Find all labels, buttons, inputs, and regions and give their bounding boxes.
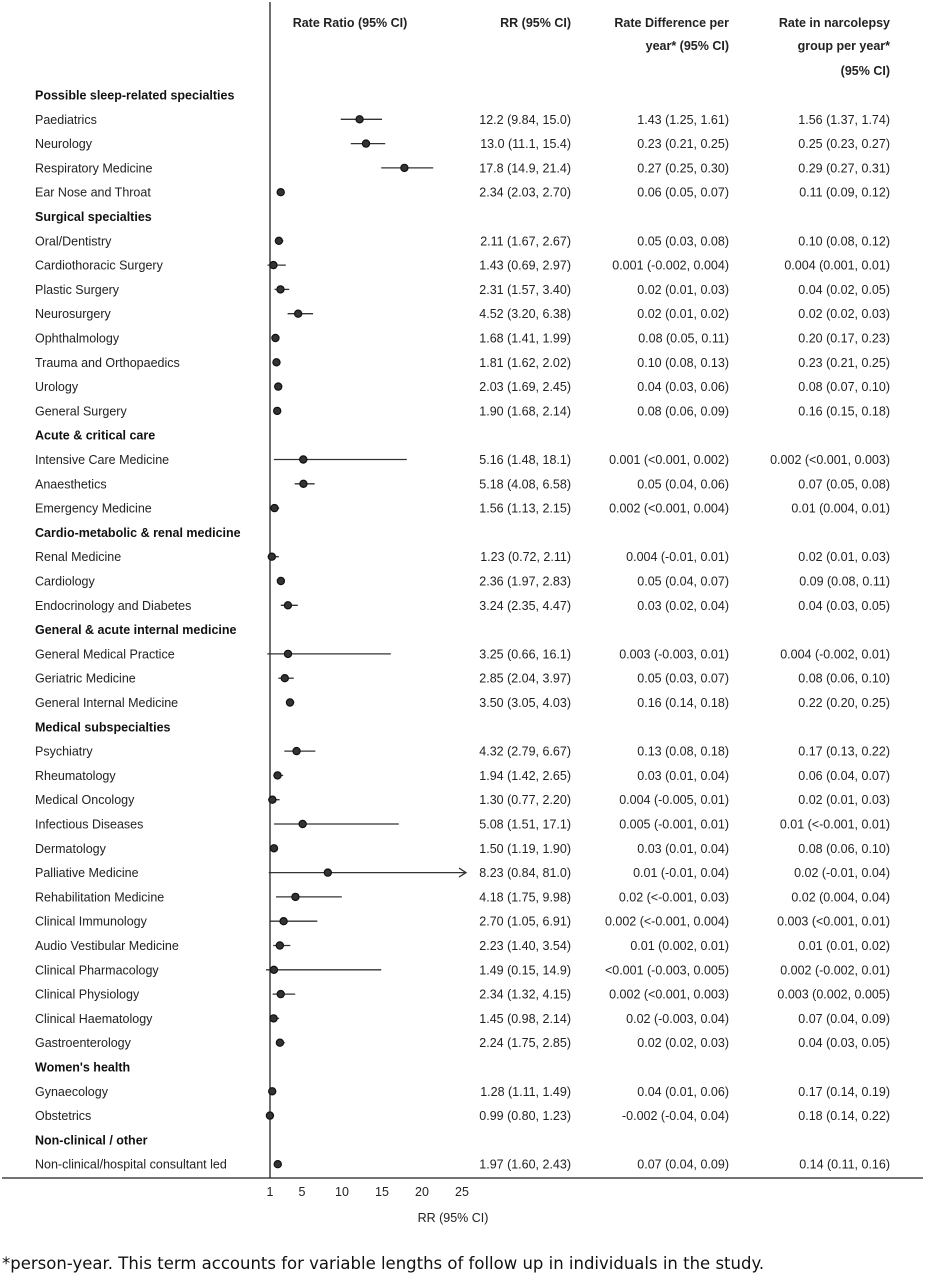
rate-value: 0.003 (<0.001, 0.01) xyxy=(777,914,890,929)
point-estimate xyxy=(299,820,306,827)
rate-value: 0.004 (-0.002, 0.01) xyxy=(780,647,890,662)
point-estimate xyxy=(281,675,288,682)
point-estimate xyxy=(274,772,281,779)
rate-difference-value: 0.13 (0.08, 0.18) xyxy=(637,744,729,759)
rate-header-line1: Rate in narcolepsy xyxy=(778,16,890,30)
row-label: Neurosurgery xyxy=(35,307,111,322)
rate-difference-value: 0.005 (-0.001, 0.01) xyxy=(619,817,729,832)
row-label: Gynaecology xyxy=(35,1084,108,1099)
rate-difference-value: 0.27 (0.25, 0.30) xyxy=(637,161,729,176)
rd-header-line2: year* (95% CI) xyxy=(645,39,729,53)
rate-value: 0.04 (0.02, 0.05) xyxy=(798,282,890,297)
rr-value: 1.81 (1.62, 2.02) xyxy=(479,355,571,370)
point-estimate xyxy=(274,1161,281,1168)
point-estimate xyxy=(300,456,307,463)
row-label: Dermatology xyxy=(35,841,106,856)
row-label: Clinical Immunology xyxy=(35,914,147,929)
rate-difference-value: 0.05 (0.04, 0.07) xyxy=(637,574,729,589)
rate-header-line2: group per year* xyxy=(797,39,890,53)
rate-difference-value: 0.02 (0.01, 0.02) xyxy=(637,307,729,322)
group-header: Acute & critical care xyxy=(35,428,156,443)
row-label: Ear Nose and Throat xyxy=(35,185,151,200)
x-tick-label: 10 xyxy=(335,1185,349,1199)
rr-value: 1.49 (0.15, 14.9) xyxy=(479,963,571,978)
rr-value: 1.28 (1.11, 1.49) xyxy=(480,1084,571,1099)
point-estimate xyxy=(275,383,282,390)
group-header: Medical subspecialties xyxy=(35,720,171,735)
group-header: Possible sleep-related specialties xyxy=(35,88,235,103)
point-estimate xyxy=(277,189,284,196)
point-estimate xyxy=(268,553,275,560)
rr-value: 3.50 (3.05, 4.03) xyxy=(479,696,571,710)
x-tick-label: 20 xyxy=(415,1185,429,1199)
row-label: Clinical Pharmacology xyxy=(35,963,159,978)
rate-value: 0.09 (0.08, 0.11) xyxy=(799,574,890,589)
group-header: Surgical specialties xyxy=(35,210,152,224)
rate-value: 0.16 (0.15, 0.18) xyxy=(798,404,890,419)
row-label: Trauma and Orthopaedics xyxy=(35,355,180,370)
rr-value: 1.43 (0.69, 2.97) xyxy=(479,258,571,273)
rr-value: 0.99 (0.80, 1.23) xyxy=(479,1109,571,1124)
row-label: Neurology xyxy=(35,137,92,152)
point-estimate xyxy=(276,942,283,949)
rr-value: 4.18 (1.75, 9.98) xyxy=(479,890,571,905)
rr-value: 12.2 (9.84, 15.0) xyxy=(479,112,571,127)
rate-value: 0.25 (0.23, 0.27) xyxy=(798,137,890,152)
rr-value: 3.24 (2.35, 4.47) xyxy=(479,598,571,613)
rate-value: 0.003 (0.002, 0.005) xyxy=(777,987,890,1002)
rate-difference-value: -0.002 (-0.04, 0.04) xyxy=(621,1109,729,1124)
rate-header-line3: (95% CI) xyxy=(840,64,890,78)
rr-value: 2.85 (2.04, 3.97) xyxy=(479,671,571,686)
rate-difference-value: 0.01 (-0.01, 0.04) xyxy=(633,866,729,881)
rate-value: 0.22 (0.20, 0.25) xyxy=(798,696,890,710)
rd-header-line1: Rate Difference per xyxy=(614,16,729,30)
point-estimate xyxy=(293,748,300,755)
row-label: Oral/Dentistry xyxy=(35,234,112,249)
rate-value: 0.002 (<0.001, 0.003) xyxy=(770,453,890,467)
rr-value: 2.36 (1.97, 2.83) xyxy=(479,574,571,589)
point-estimate xyxy=(324,869,331,876)
rr-value: 5.18 (4.08, 6.58) xyxy=(479,477,571,492)
rate-difference-value: 0.05 (0.04, 0.06) xyxy=(637,477,729,492)
point-estimate xyxy=(273,359,280,366)
point-estimate xyxy=(275,237,282,244)
forest-rows xyxy=(35,89,890,1172)
point-estimate xyxy=(274,407,281,414)
row-label: Psychiatry xyxy=(35,744,93,759)
rate-difference-value: 0.04 (0.01, 0.06) xyxy=(637,1084,729,1099)
rate-value: 0.004 (0.001, 0.01) xyxy=(784,258,890,273)
rate-value: 0.04 (0.03, 0.05) xyxy=(798,1036,890,1051)
rate-difference-value: 0.08 (0.06, 0.09) xyxy=(637,404,729,419)
rate-value: 0.10 (0.08, 0.12) xyxy=(798,234,890,249)
rate-value: 0.02 (0.01, 0.03) xyxy=(798,550,890,565)
rr-value: 13.0 (11.1, 15.4) xyxy=(480,137,571,152)
rr-value: 2.34 (2.03, 2.70) xyxy=(479,185,571,200)
point-estimate xyxy=(277,577,284,584)
point-estimate xyxy=(270,966,277,973)
rr-value: 2.31 (1.57, 3.40) xyxy=(479,282,571,297)
rate-value: 0.18 (0.14, 0.22) xyxy=(798,1109,890,1124)
rr-value: 1.50 (1.19, 1.90) xyxy=(479,841,571,856)
rr-value: 17.8 (14.9, 21.4) xyxy=(479,161,571,176)
row-label: Ophthalmology xyxy=(35,331,120,346)
row-label: Rehabilitation Medicine xyxy=(35,890,165,905)
rate-value: 0.29 (0.27, 0.31) xyxy=(798,161,890,176)
rate-value: 0.08 (0.07, 0.10) xyxy=(798,380,890,395)
rate-difference-value: 0.001 (-0.002, 0.004) xyxy=(612,258,729,273)
rate-value: 0.11 (0.09, 0.12) xyxy=(799,185,890,200)
row-label: Emergency Medicine xyxy=(35,501,152,516)
rr-value: 5.08 (1.51, 17.1) xyxy=(479,817,571,832)
point-estimate xyxy=(292,893,299,900)
rate-difference-value: 0.02 (0.01, 0.03) xyxy=(637,282,729,297)
rr-value: 4.32 (2.79, 6.67) xyxy=(479,744,571,759)
rr-value: 8.23 (0.84, 81.0) xyxy=(479,866,571,881)
rate-difference-value: 0.03 (0.01, 0.04) xyxy=(637,768,729,783)
group-header: General & acute internal medicine xyxy=(35,623,237,638)
rr-value: 1.56 (1.13, 2.15) xyxy=(479,501,571,516)
rr-value: 2.70 (1.05, 6.91) xyxy=(479,914,571,929)
rate-value: 0.01 (0.01, 0.02) xyxy=(798,939,890,953)
rate-difference-value: 0.004 (-0.005, 0.01) xyxy=(619,793,729,808)
row-label: Palliative Medicine xyxy=(35,866,139,881)
point-estimate xyxy=(269,796,276,803)
row-label: Clinical Physiology xyxy=(35,987,140,1002)
point-estimate xyxy=(269,1088,276,1095)
rr-value: 2.24 (1.75, 2.85) xyxy=(479,1036,571,1051)
row-label: Medical Oncology xyxy=(35,793,135,808)
rate-difference-value: 0.04 (0.03, 0.06) xyxy=(637,380,729,395)
rate-value: 0.06 (0.04, 0.07) xyxy=(798,768,890,783)
rate-difference-value: 0.06 (0.05, 0.07) xyxy=(637,185,729,200)
x-tick-label: 1 xyxy=(266,1185,274,1199)
point-estimate xyxy=(295,310,302,317)
rr-value: 1.97 (1.60, 2.43) xyxy=(479,1157,571,1172)
rate-value: 0.17 (0.13, 0.22) xyxy=(798,744,890,759)
rr-value: 1.30 (0.77, 2.20) xyxy=(479,793,571,808)
group-header: Women's health xyxy=(35,1060,131,1075)
rate-value: 0.07 (0.04, 0.09) xyxy=(798,1011,890,1026)
rate-value: 0.01 (0.004, 0.01) xyxy=(791,501,890,516)
row-label: Anaesthetics xyxy=(35,477,107,492)
row-label: Paediatrics xyxy=(35,112,97,127)
column-headers xyxy=(293,16,890,78)
row-label: Endocrinology and Diabetes xyxy=(35,598,192,613)
rr-value: 2.34 (1.32, 4.15) xyxy=(479,987,571,1002)
rr-value: 1.68 (1.41, 1.99) xyxy=(479,331,571,346)
rate-value: 0.08 (0.06, 0.10) xyxy=(798,671,890,686)
row-label: Cardiothoracic Surgery xyxy=(35,258,163,273)
rate-value: 0.08 (0.06, 0.10) xyxy=(798,841,890,856)
point-estimate xyxy=(270,845,277,852)
point-estimate xyxy=(286,699,293,706)
rate-value: 0.002 (-0.002, 0.01) xyxy=(780,963,890,978)
row-label: Geriatric Medicine xyxy=(35,671,136,686)
point-estimate xyxy=(284,650,291,657)
rate-value: 0.17 (0.14, 0.19) xyxy=(798,1084,890,1099)
row-label: Audio Vestibular Medicine xyxy=(35,939,179,953)
rate-difference-value: 0.02 (<-0.001, 0.03) xyxy=(618,890,729,905)
rate-value: 0.02 (0.004, 0.04) xyxy=(791,890,890,905)
row-label: Non-clinical/hospital consultant led xyxy=(35,1157,227,1172)
rate-value: 0.14 (0.11, 0.16) xyxy=(799,1157,890,1172)
point-estimate xyxy=(266,1112,273,1119)
rate-difference-value: 0.01 (0.002, 0.01) xyxy=(630,939,729,953)
point-estimate xyxy=(284,602,291,609)
row-label: Rheumatology xyxy=(35,768,116,783)
rr-value: 4.52 (3.20, 6.38) xyxy=(479,307,571,322)
row-label: Plastic Surgery xyxy=(35,282,120,297)
x-tick-label: 15 xyxy=(375,1185,389,1199)
rate-difference-value: 0.003 (-0.003, 0.01) xyxy=(619,647,729,662)
point-estimate xyxy=(362,140,369,147)
point-estimate xyxy=(277,286,284,293)
rate-difference-value: 0.002 (<-0.001, 0.004) xyxy=(604,914,729,929)
row-label: Clinical Haematology xyxy=(35,1011,153,1026)
rate-difference-value: 0.02 (-0.003, 0.04) xyxy=(626,1011,729,1026)
row-label: Renal Medicine xyxy=(35,550,122,565)
rate-value: 0.02 (-0.01, 0.04) xyxy=(794,866,890,881)
x-axis xyxy=(267,1185,469,1199)
point-estimate xyxy=(271,505,278,512)
rate-value: 0.20 (0.17, 0.23) xyxy=(798,331,890,346)
rate-difference-value: <0.001 (-0.003, 0.005) xyxy=(604,963,729,978)
rate-difference-value: 0.07 (0.04, 0.09) xyxy=(637,1157,729,1172)
row-label: Gastroenterology xyxy=(35,1036,131,1051)
rate-difference-value: 0.001 (<0.001, 0.002) xyxy=(609,453,729,467)
point-estimate xyxy=(401,164,408,171)
row-label: Obstetrics xyxy=(35,1109,92,1124)
point-estimate xyxy=(270,1015,277,1022)
point-estimate xyxy=(270,262,277,269)
rr-value: 1.90 (1.68, 2.14) xyxy=(479,404,571,419)
rr-value: 5.16 (1.48, 18.1) xyxy=(479,453,571,467)
rate-value: 1.56 (1.37, 1.74) xyxy=(798,112,890,127)
rr-value: 2.23 (1.40, 3.54) xyxy=(479,939,571,953)
rate-value: 0.01 (<-0.001, 0.01) xyxy=(779,817,890,832)
rr-value: 2.11 (1.67, 2.67) xyxy=(480,234,571,249)
row-label: Infectious Diseases xyxy=(35,817,144,832)
row-label: Intensive Care Medicine xyxy=(35,453,170,467)
rate-difference-value: 0.004 (-0.01, 0.01) xyxy=(626,550,729,565)
rate-difference-value: 0.03 (0.02, 0.04) xyxy=(637,598,729,613)
x-axis-label: RR (95% CI) xyxy=(417,1211,489,1225)
rate-difference-value: 0.002 (<0.001, 0.003) xyxy=(609,987,729,1002)
point-estimate xyxy=(277,991,284,998)
row-label: Respiratory Medicine xyxy=(35,161,153,176)
row-label: Cardiology xyxy=(35,574,95,589)
rr-header: RR (95% CI) xyxy=(500,16,571,30)
x-tick-label: 25 xyxy=(455,1185,469,1199)
rate-difference-value: 0.23 (0.21, 0.25) xyxy=(637,137,729,152)
rr-value: 3.25 (0.66, 16.1) xyxy=(479,647,571,662)
rate-difference-value: 0.05 (0.03, 0.07) xyxy=(637,671,729,686)
rate-value: 0.02 (0.01, 0.03) xyxy=(798,793,890,808)
rate-difference-value: 0.10 (0.08, 0.13) xyxy=(637,355,729,370)
point-estimate xyxy=(272,334,279,341)
rate-difference-value: 0.03 (0.01, 0.04) xyxy=(637,841,729,856)
rr-value: 2.03 (1.69, 2.45) xyxy=(479,380,571,395)
rate-difference-value: 0.002 (<0.001, 0.004) xyxy=(609,501,729,516)
rate-difference-value: 0.08 (0.05, 0.11) xyxy=(638,331,729,346)
rate-value: 0.07 (0.05, 0.08) xyxy=(798,477,890,492)
rate-difference-value: 0.02 (0.02, 0.03) xyxy=(637,1036,729,1051)
rr-value: 1.94 (1.42, 2.65) xyxy=(479,768,571,783)
point-estimate xyxy=(280,918,287,925)
group-header: Non-clinical / other xyxy=(35,1133,148,1148)
plot-header: Rate Ratio (95% CI) xyxy=(292,16,408,30)
rate-value: 0.02 (0.02, 0.03) xyxy=(798,307,890,322)
rate-value: 0.04 (0.03, 0.05) xyxy=(798,598,890,613)
x-tick-label: 5 xyxy=(298,1185,306,1199)
group-header: Cardio-metabolic & renal medicine xyxy=(35,525,241,540)
point-estimate xyxy=(356,116,363,123)
rate-difference-value: 1.43 (1.25, 1.61) xyxy=(637,112,729,127)
row-label: Urology xyxy=(35,380,79,395)
point-estimate xyxy=(276,1039,283,1046)
rate-difference-value: 0.05 (0.03, 0.08) xyxy=(637,234,729,249)
point-estimate xyxy=(300,480,307,487)
row-label: General Medical Practice xyxy=(35,647,175,662)
rr-value: 1.23 (0.72, 2.11) xyxy=(480,550,571,565)
footnote: *person-year. This term accounts for variable lengths of follow up in individuals in the study. xyxy=(2,1254,765,1273)
rr-value: 1.45 (0.98, 2.14) xyxy=(479,1011,571,1026)
rate-value: 0.23 (0.21, 0.25) xyxy=(798,355,890,370)
rate-difference-value: 0.16 (0.14, 0.18) xyxy=(637,696,729,710)
row-label: General Internal Medicine xyxy=(35,696,179,710)
row-label: General Surgery xyxy=(35,404,127,419)
